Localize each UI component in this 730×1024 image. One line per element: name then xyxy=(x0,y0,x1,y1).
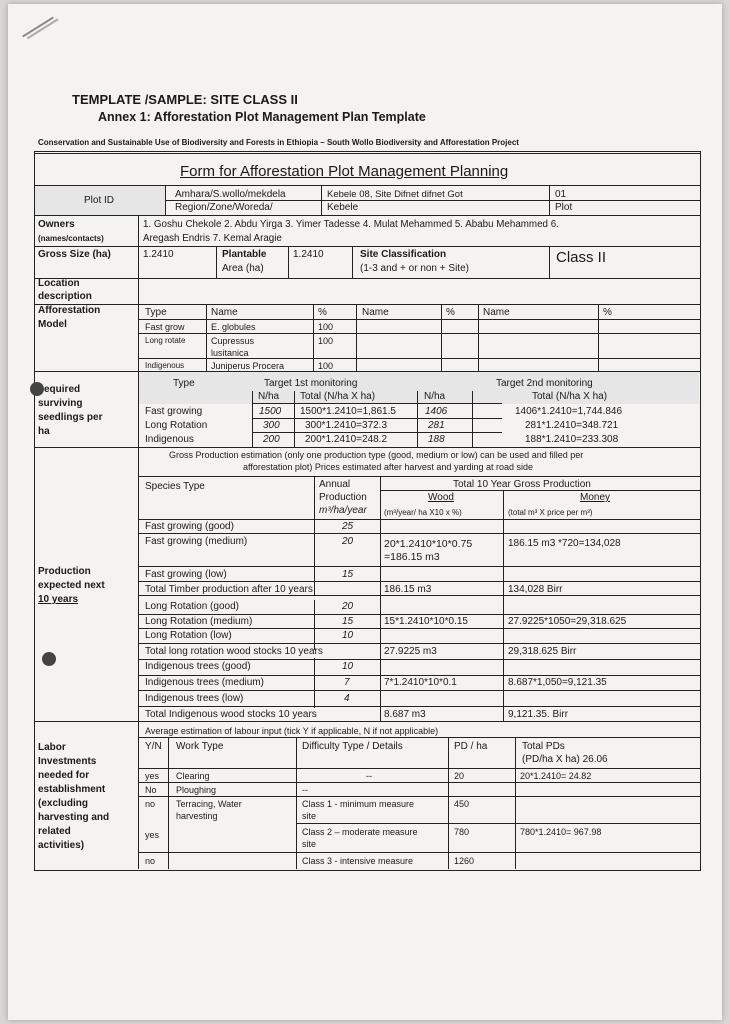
template-title: TEMPLATE /SAMPLE: SITE CLASS II xyxy=(72,92,298,107)
plot-number: 01 xyxy=(555,189,567,200)
model-header-name-1: Name xyxy=(211,307,238,318)
production-row-wood: 27.9225 m3 xyxy=(384,646,437,657)
labor-label-1: Labor xyxy=(38,742,66,753)
production-row-annual: 20 xyxy=(342,601,354,612)
total-production-header: Total 10 Year Gross Production xyxy=(453,479,591,490)
labor-row-total: 780*1.2410= 967.98 xyxy=(520,827,602,837)
model-row-pct: 100 xyxy=(318,361,334,371)
target-1-header: Target 1st monitoring xyxy=(264,378,358,389)
area-label: Area (ha) xyxy=(222,263,264,274)
seedlings-label-2: surviving xyxy=(38,398,83,409)
production-note-2: afforestation plot) Prices estimated after harvest and yarding at road side xyxy=(243,462,533,472)
seedlings-row-n2: 188 xyxy=(428,434,445,445)
annual-header-1: Annual xyxy=(319,479,351,490)
model-header-name-2: Name xyxy=(362,307,389,318)
labor-row-yn: no xyxy=(145,799,156,809)
production-row-wood: 7*1.2410*10*0.1 xyxy=(384,677,457,688)
production-row-species: Total Timber production after 10 years xyxy=(145,584,313,595)
annual-header-2: Production xyxy=(319,492,367,503)
production-row-species: Fast growing (good) xyxy=(145,521,234,532)
production-row-annual: 4 xyxy=(344,693,350,704)
production-label-1: Production xyxy=(38,566,91,577)
wood-header: Wood xyxy=(428,492,454,503)
labor-row-diff: Class 2 – moderate measure xyxy=(302,827,418,837)
model-row-pct: 100 xyxy=(318,336,334,346)
model-header-pct-2: % xyxy=(446,307,455,318)
model-row-name: Cupressus xyxy=(211,336,255,346)
production-row-species: Fast growing (low) xyxy=(145,569,227,580)
production-row-wood-cont: =186.15 m3 xyxy=(384,551,440,563)
punch-hole-bottom xyxy=(42,652,56,666)
production-row-money: 186.15 m3 *720=134,028 xyxy=(508,538,621,549)
plot-id-label: Plot ID xyxy=(84,195,115,206)
model-label-2: Model xyxy=(38,319,67,330)
model-header-type: Type xyxy=(145,307,167,318)
production-row-money: 9,121.35. Birr xyxy=(508,709,569,720)
kebele-label: Kebele xyxy=(327,202,359,213)
seedlings-row-n1: 1500 xyxy=(259,406,282,417)
production-row-annual: 10 xyxy=(342,630,354,641)
production-row-species: Total Indigenous wood stocks 10 years xyxy=(145,709,317,720)
model-label-1: Afforestation xyxy=(38,305,101,316)
project-name: Conservation and Sustainable Use of Biodiversity and Forests in Ethiopia – South Wollo Biodiversity and Afforestation Project xyxy=(38,138,519,147)
seedlings-row-n2: 281 xyxy=(428,420,445,431)
labor-row-yn: no xyxy=(145,856,156,866)
seedlings-type-header: Type xyxy=(173,378,195,389)
owners-label: Owners xyxy=(38,219,75,230)
seedlings-label-3: seedlings per xyxy=(38,412,103,423)
production-row-species: Fast growing (medium) xyxy=(145,536,248,547)
production-row-species: Long Rotation (medium) xyxy=(145,616,253,627)
production-row-wood: 8.687 m3 xyxy=(384,709,426,720)
location-label-1: Location xyxy=(38,278,80,289)
target-1-total: Total (N/ha X ha) xyxy=(300,391,376,402)
labor-label-5: (excluding xyxy=(38,798,89,809)
labor-row-yn: yes xyxy=(145,771,160,781)
labor-row-diff-cont: site xyxy=(302,839,317,849)
production-row-wood: 20*1.2410*10*0.75 xyxy=(384,538,473,550)
labor-row-yn: No xyxy=(145,785,157,795)
model-row-name-cont: lusitanica xyxy=(211,348,249,358)
labor-label-7: related xyxy=(38,826,71,837)
labor-row-work: Clearing xyxy=(176,771,210,781)
seedlings-label-1: equired xyxy=(44,384,81,395)
seedlings-row-n1: 200 xyxy=(263,434,280,445)
production-row-species: Indigenous trees (medium) xyxy=(145,677,264,688)
labor-row-diff-cont: site xyxy=(302,811,317,821)
model-header-pct-3: % xyxy=(603,307,612,318)
production-label-3: 10 years xyxy=(38,594,79,605)
annex-title: Annex 1: Afforestation Plot Management Plan Template xyxy=(98,110,426,124)
labor-row-diff: Class 1 - minimum measure xyxy=(302,799,415,809)
model-row-type: Indigenous xyxy=(145,361,185,370)
model-row-type: Fast grow xyxy=(145,322,185,332)
species-type-header: Species Type xyxy=(145,481,205,492)
labor-row-pd: 1260 xyxy=(454,856,475,866)
site-class-value: Class II xyxy=(556,249,607,266)
labor-row-work-cont: harvesting xyxy=(176,811,218,821)
production-row-species: Indigenous trees (good) xyxy=(145,661,251,672)
location-label-2: description xyxy=(38,291,92,302)
seedlings-row-n1: 300 xyxy=(263,420,280,431)
labor-row-work: Ploughing xyxy=(176,785,217,795)
production-row-species: Long Rotation (low) xyxy=(145,630,232,641)
labor-row-pd: 450 xyxy=(454,799,470,809)
region-value: Amhara/S.wollo/mekdela xyxy=(175,189,286,200)
seedlings-row-t2: 1406*1.2410=1,744.846 xyxy=(515,406,623,417)
seedlings-row-t1: 200*1.2410=248.2 xyxy=(305,434,388,445)
labor-row-diff: -- xyxy=(302,785,308,795)
target-1-nha: N/ha xyxy=(258,391,280,402)
production-row-annual: 20 xyxy=(342,536,354,547)
punch-hole-top xyxy=(30,382,44,396)
model-row-name: E. globules xyxy=(211,322,256,332)
target-2-total: Total (N/ha X ha) xyxy=(532,391,608,402)
seedlings-row-t2: 188*1.2410=233.308 xyxy=(525,434,619,445)
model-row-pct: 100 xyxy=(318,322,334,332)
production-row-species: Total long rotation wood stocks 10 years xyxy=(145,646,323,657)
plantable-value: 1.2410 xyxy=(293,249,324,260)
production-note-1: Gross Production estimation (only one production type (good, medium or low) can be used and filled per xyxy=(169,450,584,460)
labor-label-3: needed for xyxy=(38,770,90,781)
owners-line2: Aregash Endris 7. Kemal Aragie xyxy=(143,233,282,244)
model-header-name-3: Name xyxy=(483,307,510,318)
production-row-money: 134,028 Birr xyxy=(508,584,563,595)
seedlings-label-4: ha xyxy=(38,426,50,437)
labor-work-header: Work Type xyxy=(176,741,224,752)
annual-header-3: m³/ha/year xyxy=(319,505,367,516)
seedlings-row-type: Fast growing xyxy=(145,406,203,417)
owners-sublabel: (names/contacts) xyxy=(38,234,104,243)
gross-size-value: 1.2410 xyxy=(143,249,174,260)
labor-row-diff: -- xyxy=(366,771,372,781)
labor-yn-header: Y/N xyxy=(145,741,162,752)
target-2-header: Target 2nd monitoring xyxy=(496,378,593,389)
model-row-type: Long rotate xyxy=(145,336,186,345)
labor-row-work: Terracing, Water xyxy=(176,799,242,809)
labor-label-4: establishment xyxy=(38,784,106,795)
labor-diff-header: Difficulty Type / Details xyxy=(302,741,403,752)
plot-label: Plot xyxy=(555,202,573,213)
seedlings-row-t2: 281*1.2410=348.721 xyxy=(525,420,619,431)
labor-row-pd: 780 xyxy=(454,827,470,837)
site-class-sublabel: (1-3 and + or non + Site) xyxy=(360,263,469,274)
form-title: Form for Afforestation Plot Management Planning xyxy=(180,163,509,180)
money-header: Money xyxy=(580,492,611,503)
seedlings-row-n2: 1406 xyxy=(425,406,448,417)
labor-total-header-1: Total PDs xyxy=(522,741,565,752)
production-row-annual: 15 xyxy=(342,616,354,627)
money-subheader: (total m³ X price per m³) xyxy=(508,508,593,517)
wood-subheader: (m³/year/ ha X10 x %) xyxy=(384,508,462,517)
production-row-wood: 186.15 m3 xyxy=(384,584,432,595)
labor-total-header-2: (PD/ha X ha) 26.06 xyxy=(522,754,608,765)
labor-label-6: harvesting and xyxy=(38,812,110,823)
production-row-money: 27.9225*1050=29,318.625 xyxy=(508,616,627,627)
owners-line1: 1. Goshu Chekole 2. Abdu Yirga 3. Yimer Tadesse 4. Mulat Mehammed 5. Ababu Mehammed 6. xyxy=(143,219,559,230)
production-row-money: 29,318.625 Birr xyxy=(508,646,577,657)
production-row-annual: 10 xyxy=(342,661,354,672)
labor-row-total: 20*1.2410= 24.82 xyxy=(520,771,592,781)
labor-row-diff: Class 3 - intensive measure xyxy=(302,856,414,866)
model-header-pct-1: % xyxy=(318,307,327,318)
production-row-annual: 15 xyxy=(342,569,354,580)
labor-pd-header: PD / ha xyxy=(454,741,488,752)
kebele-value: Kebele 08, Site Difnet difnet Got xyxy=(327,189,463,200)
seedlings-row-t1: 300*1.2410=372.3 xyxy=(305,420,388,431)
plantable-label: Plantable xyxy=(222,249,267,260)
labor-label-8: activities) xyxy=(38,840,85,851)
gross-size-label: Gross Size (ha) xyxy=(38,249,111,260)
seedlings-row-type: Long Rotation xyxy=(145,420,208,431)
production-label-2: expected next xyxy=(38,580,105,591)
production-row-species: Long Rotation (good) xyxy=(145,601,239,612)
production-row-wood: 15*1.2410*10*0.15 xyxy=(384,616,468,627)
production-row-money: 8.687*1,050=9,121.35 xyxy=(508,677,607,688)
target-2-nha: N/ha xyxy=(424,391,446,402)
model-row-name: Juniperus Procera xyxy=(211,361,285,371)
site-class-label: Site Classification xyxy=(360,249,447,260)
labor-row-yn: yes xyxy=(145,830,160,840)
production-row-annual: 25 xyxy=(342,521,354,532)
labor-note: Average estimation of labour input (tick Y if applicable, N if not applicable) xyxy=(145,726,439,736)
region-label: Region/Zone/Woreda/ xyxy=(175,202,273,213)
production-row-species: Indigenous trees (low) xyxy=(145,693,244,704)
production-row-annual: 7 xyxy=(344,677,350,688)
seedlings-row-t1: 1500*1.2410=1,861.5 xyxy=(300,406,396,417)
labor-row-pd: 20 xyxy=(454,771,465,781)
seedlings-row-type: Indigenous xyxy=(145,434,194,445)
labor-label-2: Investments xyxy=(38,756,97,767)
